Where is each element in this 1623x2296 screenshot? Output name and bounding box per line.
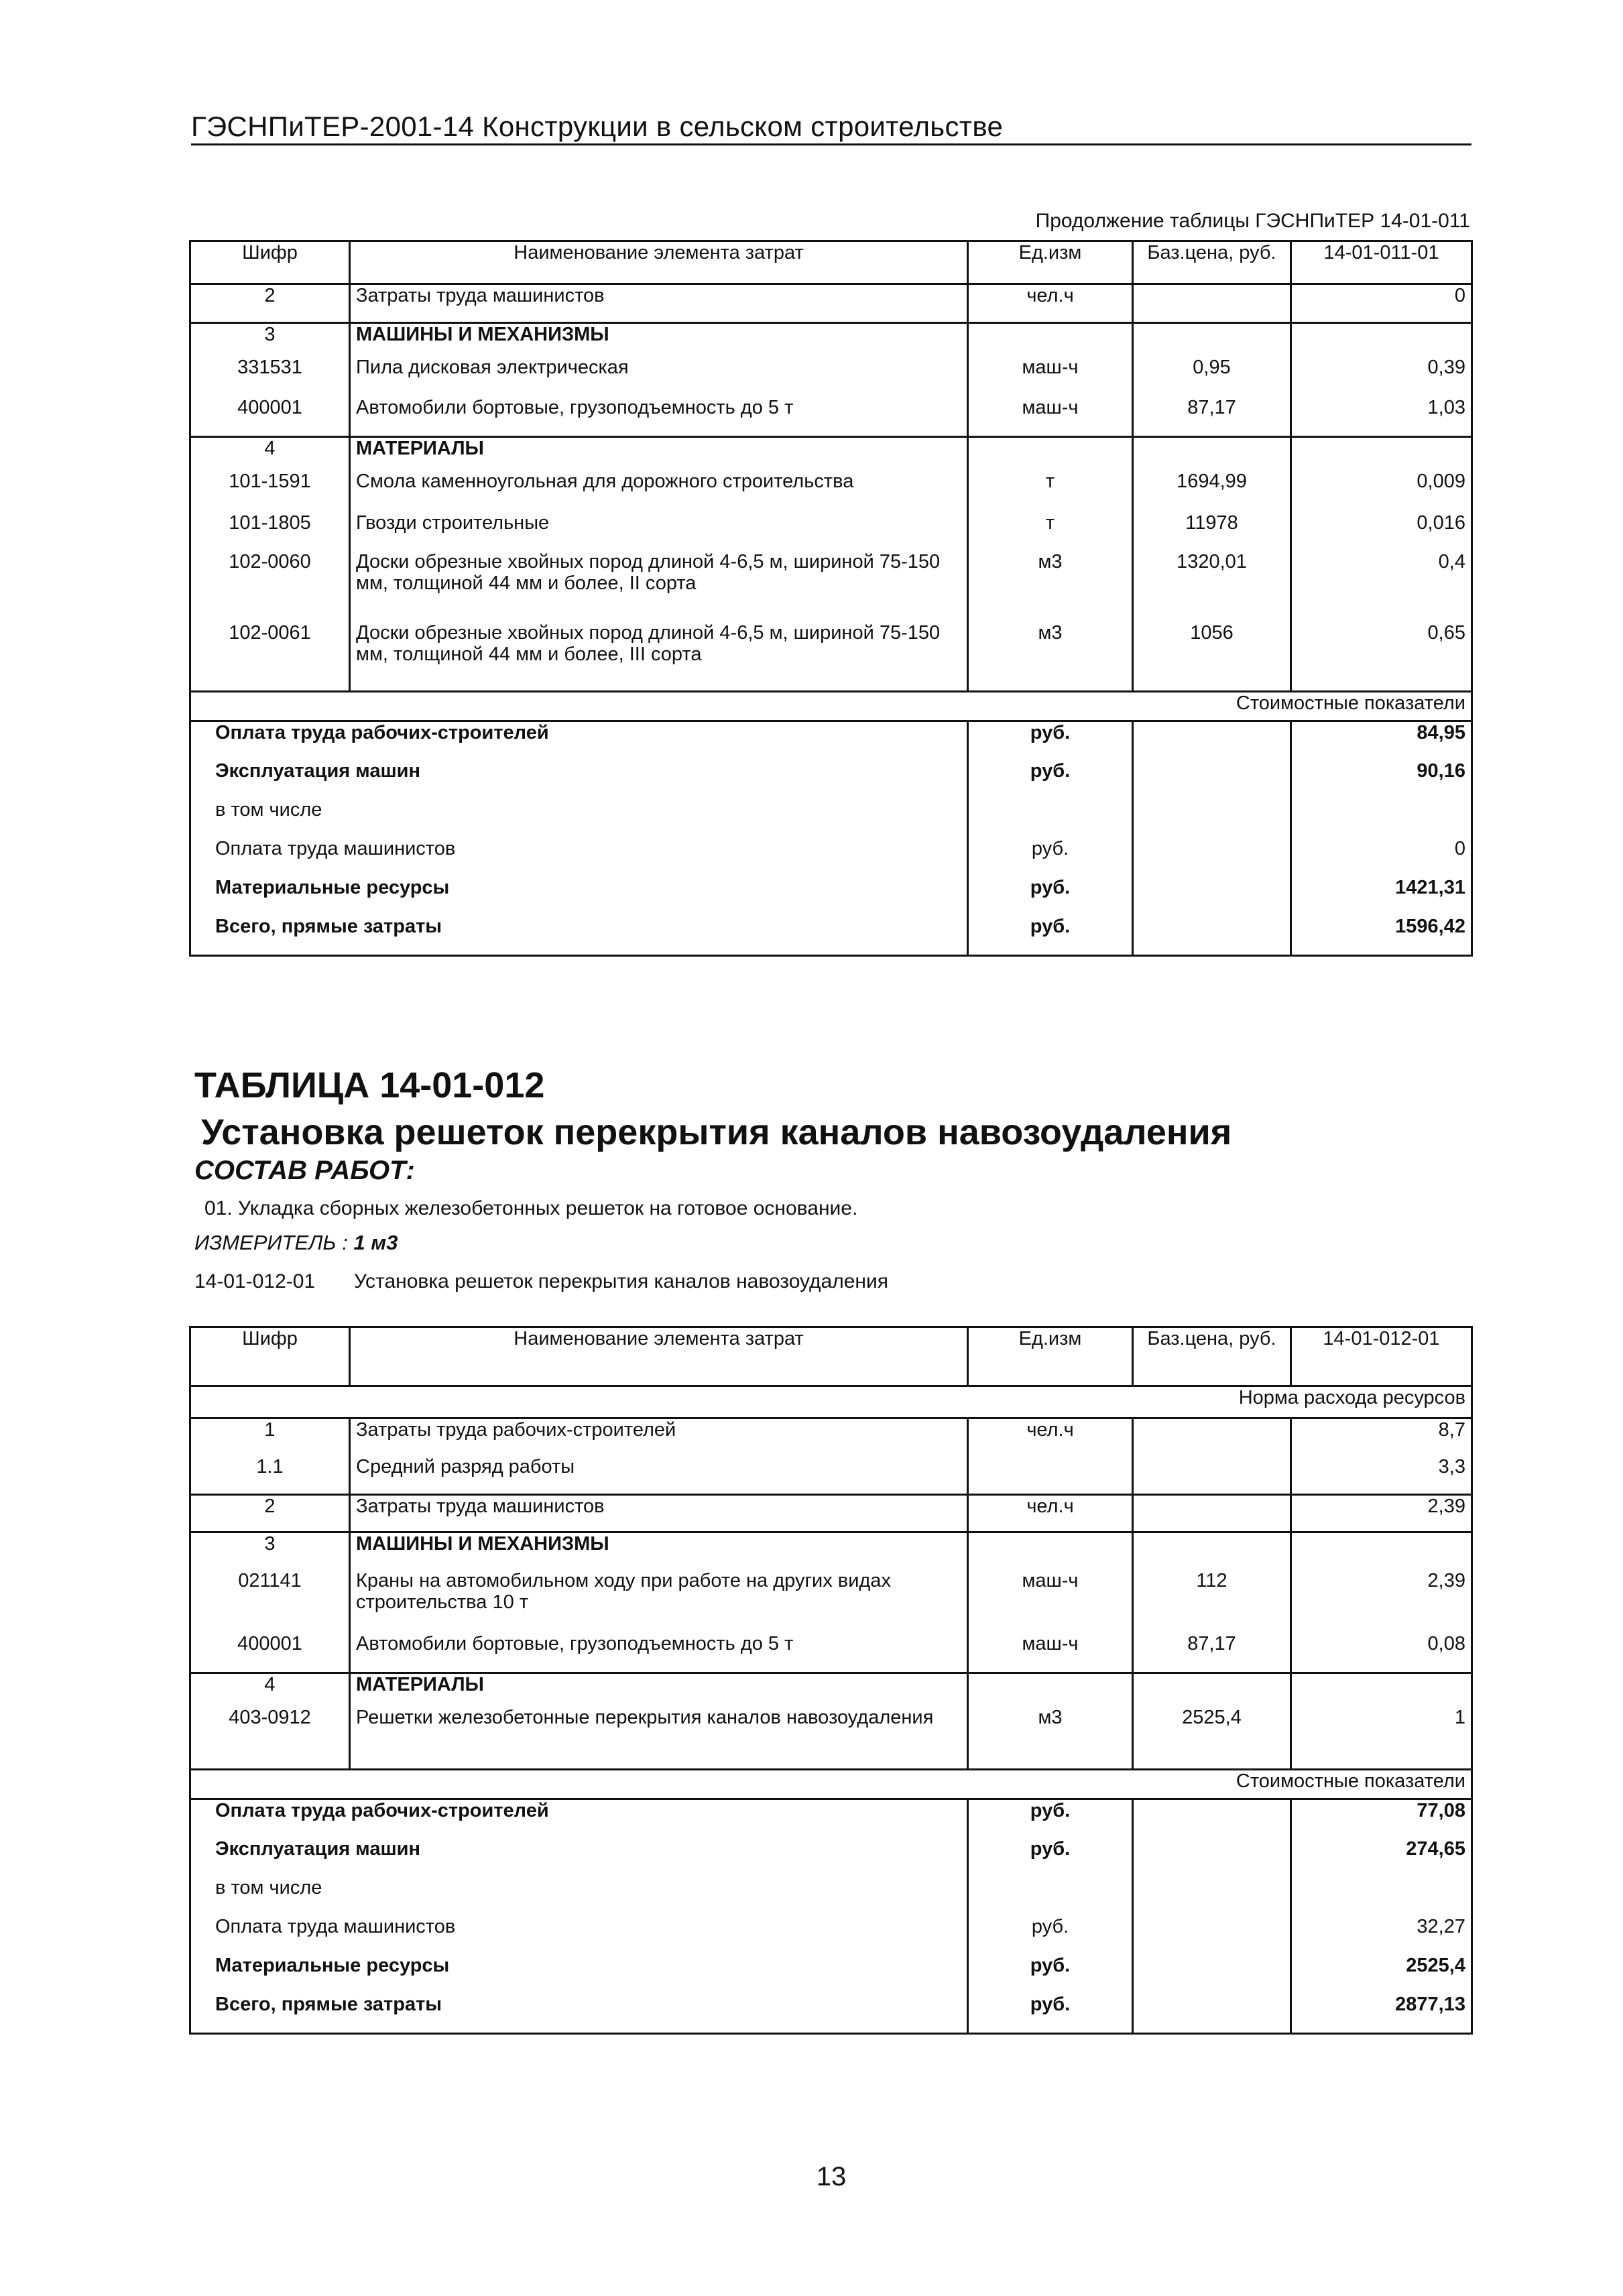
row-price (1133, 1456, 1291, 1495)
row-unit: маш-ч (968, 357, 1133, 397)
row-price (1133, 1418, 1291, 1456)
row-unit (968, 1456, 1133, 1495)
cost-unit: руб. (968, 916, 1133, 956)
row-price: 87,17 (1133, 397, 1291, 437)
row-name: Гвозди строительные (350, 512, 968, 551)
table-continuation-label: Продолжение таблицы ГЭСНПиТЕР 14-01-011 (1035, 210, 1470, 232)
cost-label: Всего, прямые затраты (190, 1994, 968, 2034)
row-name: Автомобили бортовые, грузоподъемность до 5 т (350, 1633, 968, 1673)
cost-value: 0 (1291, 838, 1472, 877)
cost-indicators-label-row (190, 1770, 1472, 1799)
row-code: 021141 (190, 1563, 350, 1633)
row-unit (968, 1673, 1133, 1703)
cost-label: в том числе (190, 1877, 968, 1916)
row-name: Затраты труда машинистов (350, 1495, 968, 1532)
row-name: МАШИНЫ И МЕХАНИЗМЫ (350, 323, 968, 357)
row-price: 87,17 (1133, 1633, 1291, 1673)
column-header-price: Баз.цена, руб. (1133, 241, 1291, 284)
cost-row (190, 1799, 1472, 1838)
cost-price-cell (1133, 1955, 1291, 1994)
norm-label-row (190, 1386, 1472, 1418)
row-price: 0,95 (1133, 357, 1291, 397)
work-composition-label: СОСТАВ РАБОТ: (194, 1156, 415, 1185)
cost-unit: руб. (968, 1799, 1133, 1838)
row-value: 2,39 (1291, 1495, 1472, 1532)
row-code: 3 (190, 1532, 350, 1563)
row-value: 2,39 (1291, 1563, 1472, 1633)
page-number: 13 (816, 2162, 847, 2191)
cost-row (190, 1955, 1472, 1994)
resource-table-14-01-011 (189, 240, 1473, 957)
row-code: 2 (190, 284, 350, 323)
row-price (1133, 284, 1291, 323)
measure-line (194, 1231, 398, 1255)
cost-row (190, 1994, 1472, 2034)
row-unit: м3 (968, 551, 1133, 622)
table-row (190, 1703, 1472, 1770)
cost-unit: руб. (968, 760, 1133, 799)
cost-row (190, 838, 1472, 877)
cost-indicators-label: Стоимостные показатели (190, 692, 1472, 721)
cost-value: 84,95 (1291, 721, 1472, 760)
column-header-price: Баз.цена, руб. (1133, 1327, 1291, 1386)
table-row (190, 323, 1472, 357)
row-name: Затраты труда рабочих-строителей (350, 1418, 968, 1456)
table-row (190, 512, 1472, 551)
cost-label: Оплата труда рабочих-строителей (190, 721, 968, 760)
cost-price-cell (1133, 916, 1291, 956)
row-name: Краны на автомобильном ходу при работе на других видах строительства 10 т (350, 1563, 968, 1633)
row-name: МАТЕРИАЛЫ (350, 437, 968, 471)
row-unit (968, 1532, 1133, 1563)
cost-label: Эксплуатация машин (190, 1838, 968, 1877)
row-code: 403-0912 (190, 1703, 350, 1770)
table-row (190, 357, 1472, 397)
row-name: Средний разряд работы (350, 1456, 968, 1495)
item-code: 14-01-012-01 (194, 1270, 316, 1292)
cost-price-cell (1133, 760, 1291, 799)
cost-price-cell (1133, 877, 1291, 916)
cost-row (190, 721, 1472, 760)
row-value (1291, 437, 1472, 471)
cost-price-cell (1133, 838, 1291, 877)
cost-row (190, 916, 1472, 956)
cost-unit: руб. (968, 1994, 1133, 2034)
row-price (1133, 1532, 1291, 1563)
cost-row (190, 799, 1472, 838)
cost-label: Эксплуатация машин (190, 760, 968, 799)
row-price (1133, 437, 1291, 471)
row-name: Затраты труда машинистов (350, 284, 968, 323)
row-code: 4 (190, 1673, 350, 1703)
cost-price-cell (1133, 799, 1291, 838)
document-header-title: ГЭСНПиТЕР-2001-14 Конструкции в сельском строительстве (191, 111, 1004, 142)
cost-unit: руб. (968, 1838, 1133, 1877)
row-code: 3 (190, 323, 350, 357)
row-value: 0,4 (1291, 551, 1472, 622)
work-operation: 01. Укладка сборных железобетонных решеток на готовое основание. (204, 1197, 858, 1219)
row-unit: маш-ч (968, 397, 1133, 437)
item-name: Установка решеток перекрытия каналов навозоудаления (354, 1270, 888, 1292)
row-name: Доски обрезные хвойных пород длиной 4-6,5 м, шириной 75-150 мм, толщиной 44 мм и более, III сорта (350, 622, 968, 692)
column-header-norm: 14-01-012-01 (1291, 1327, 1472, 1386)
row-unit: чел.ч (968, 1418, 1133, 1456)
measure-label: ИЗМЕРИТЕЛЬ : (194, 1231, 348, 1254)
norm-label: Норма расхода ресурсов (190, 1386, 1472, 1418)
table-row (190, 551, 1472, 622)
row-value: 0,08 (1291, 1633, 1472, 1673)
cost-row (190, 760, 1472, 799)
row-value: 3,3 (1291, 1456, 1472, 1495)
row-unit: м3 (968, 1703, 1133, 1770)
row-price: 1694,99 (1133, 471, 1291, 512)
cost-value (1291, 1877, 1472, 1916)
cost-unit: руб. (968, 1955, 1133, 1994)
row-unit (968, 323, 1133, 357)
table-heading: ТАБЛИЦА 14-01-012 (194, 1065, 545, 1105)
resource-table-14-01-012 (189, 1326, 1473, 2035)
cost-row (190, 877, 1472, 916)
row-value: 0,65 (1291, 622, 1472, 692)
row-value (1291, 1532, 1472, 1563)
column-header-code: Шифр (190, 241, 350, 284)
column-header-name: Наименование элемента затрат (350, 241, 968, 284)
row-unit: т (968, 512, 1133, 551)
row-price (1133, 323, 1291, 357)
row-value: 0 (1291, 284, 1472, 323)
row-unit: маш-ч (968, 1633, 1133, 1673)
row-value: 1,03 (1291, 397, 1472, 437)
row-code: 102-0060 (190, 551, 350, 622)
cost-unit (968, 799, 1133, 838)
table-row (190, 471, 1472, 512)
row-name: Пила дисковая электрическая (350, 357, 968, 397)
cost-label: в том числе (190, 799, 968, 838)
row-value: 0,016 (1291, 512, 1472, 551)
row-code: 101-1591 (190, 471, 350, 512)
cost-value: 2877,13 (1291, 1994, 1472, 2034)
cost-indicators-label: Стоимостные показатели (190, 1770, 1472, 1799)
row-value: 8,7 (1291, 1418, 1472, 1456)
table-row (190, 1633, 1472, 1673)
cost-price-cell (1133, 1838, 1291, 1877)
cost-label: Материальные ресурсы (190, 1955, 968, 1994)
row-value: 0,009 (1291, 471, 1472, 512)
row-value (1291, 323, 1472, 357)
cost-unit: руб. (968, 721, 1133, 760)
cost-value (1291, 799, 1472, 838)
cost-value: 32,27 (1291, 1916, 1472, 1955)
row-price: 2525,4 (1133, 1703, 1291, 1770)
measure-value: 1 м3 (353, 1231, 398, 1254)
cost-unit: руб. (968, 1916, 1133, 1955)
cost-label: Оплата труда рабочих-строителей (190, 1799, 968, 1838)
cost-value: 77,08 (1291, 1799, 1472, 1838)
table-row (190, 1456, 1472, 1495)
row-price (1133, 1673, 1291, 1703)
row-code: 1 (190, 1418, 350, 1456)
cost-row (190, 1916, 1472, 1955)
table-row (190, 622, 1472, 692)
row-name: МАШИНЫ И МЕХАНИЗМЫ (350, 1532, 968, 1563)
table-row (190, 1495, 1472, 1532)
table-row (190, 1673, 1472, 1703)
table-subtitle: Установка решеток перекрытия каналов навозоудаления (201, 1112, 1232, 1152)
cost-row (190, 1877, 1472, 1916)
cost-value: 1596,42 (1291, 916, 1472, 956)
cost-label: Всего, прямые затраты (190, 916, 968, 956)
column-header-unit: Ед.изм (968, 241, 1133, 284)
cost-price-cell (1133, 1916, 1291, 1955)
cost-value: 274,65 (1291, 1838, 1472, 1877)
row-unit: чел.ч (968, 284, 1133, 323)
cost-label: Материальные ресурсы (190, 877, 968, 916)
cost-label: Оплата труда машинистов (190, 1916, 968, 1955)
table-row (190, 397, 1472, 437)
row-unit: маш-ч (968, 1563, 1133, 1633)
row-name: Автомобили бортовые, грузоподъемность до 5 т (350, 397, 968, 437)
row-price: 1056 (1133, 622, 1291, 692)
cost-price-cell (1133, 1877, 1291, 1916)
cost-unit (968, 1877, 1133, 1916)
row-code: 400001 (190, 397, 350, 437)
cost-price-cell (1133, 1799, 1291, 1838)
cost-price-cell (1133, 721, 1291, 760)
row-name: Решетки железобетонные перекрытия каналов навозоудаления (350, 1703, 968, 1770)
cost-price-cell (1133, 1994, 1291, 2034)
row-price: 112 (1133, 1563, 1291, 1633)
cost-unit: руб. (968, 877, 1133, 916)
row-name: Доски обрезные хвойных пород длиной 4-6,5 м, шириной 75-150 мм, толщиной 44 мм и более, II сорта (350, 551, 968, 622)
row-name: Смола каменноугольная для дорожного строительства (350, 471, 968, 512)
column-header-code: Шифр (190, 1327, 350, 1386)
table-row (190, 1418, 1472, 1456)
column-header-unit: Ед.изм (968, 1327, 1133, 1386)
table-row (190, 1563, 1472, 1633)
row-unit: т (968, 471, 1133, 512)
row-value: 1 (1291, 1703, 1472, 1770)
row-code: 101-1805 (190, 512, 350, 551)
row-code: 1.1 (190, 1456, 350, 1495)
row-code: 4 (190, 437, 350, 471)
cost-row (190, 1838, 1472, 1877)
row-code: 102-0061 (190, 622, 350, 692)
row-price: 11978 (1133, 512, 1291, 551)
row-name: МАТЕРИАЛЫ (350, 1673, 968, 1703)
row-value: 0,39 (1291, 357, 1472, 397)
row-price (1133, 1495, 1291, 1532)
item-line (194, 1270, 888, 1293)
cost-value: 2525,4 (1291, 1955, 1472, 1994)
table-header-row (190, 241, 1472, 284)
cost-unit: руб. (968, 838, 1133, 877)
row-unit: м3 (968, 622, 1133, 692)
cost-indicators-label-row (190, 692, 1472, 721)
row-unit: чел.ч (968, 1495, 1133, 1532)
header-rule (191, 143, 1471, 145)
row-code: 400001 (190, 1633, 350, 1673)
cost-label: Оплата труда машинистов (190, 838, 968, 877)
row-value (1291, 1673, 1472, 1703)
row-price: 1320,01 (1133, 551, 1291, 622)
table-row (190, 284, 1472, 323)
row-unit (968, 437, 1133, 471)
column-header-name: Наименование элемента затрат (350, 1327, 968, 1386)
column-header-norm: 14-01-011-01 (1291, 241, 1472, 284)
row-code: 331531 (190, 357, 350, 397)
table-row (190, 1532, 1472, 1563)
cost-value: 1421,31 (1291, 877, 1472, 916)
table-header-row (190, 1327, 1472, 1386)
table-row (190, 437, 1472, 471)
cost-value: 90,16 (1291, 760, 1472, 799)
row-code: 2 (190, 1495, 350, 1532)
